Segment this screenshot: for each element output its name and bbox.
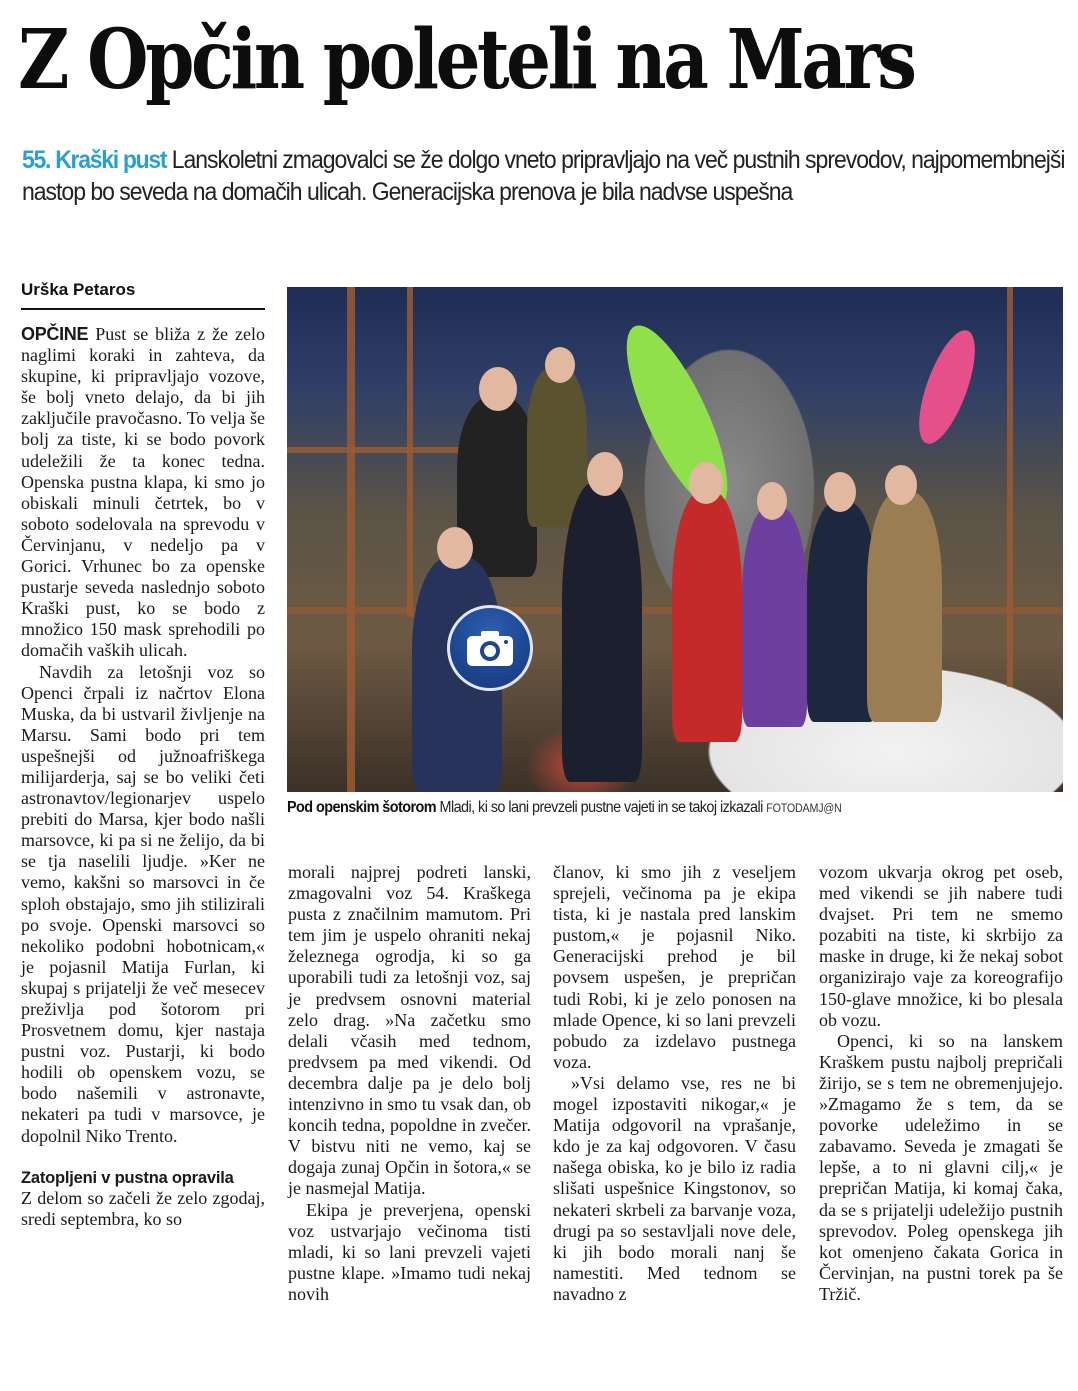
paragraph-text: Pust se bliža z že zelo naglimi koraki in zahteva, da skupine, ki pripravljajo vozove, še bolj vneto delajo, da bi jih zaključile pravočasno. To velja še bolj za tiste, ki se bodo povork udeležili že ta konec tedna. Openska pustna klapa, ki smo jo obiskali minuli četrtek, bo v soboto sodelovala na sprevodu v Červinjanu, v nedeljo pa v Gorici. Vrhunec bo za openske pustarje seveda naslednjo soboto Kraški pust, ko se bodo z množico 150 mask sprehodili po domačih vaških ulicah.	[21, 324, 265, 661]
person	[742, 507, 807, 727]
person-head	[885, 465, 917, 505]
photo-credit: FOTODAMJ@N	[766, 803, 842, 815]
float-horn-pink	[908, 324, 987, 450]
scaffold-pole	[407, 287, 413, 617]
person	[562, 482, 642, 782]
caption-title: Pod openskim šotorom	[287, 799, 437, 816]
person	[867, 492, 942, 722]
deck-text: Lanskoletni zmagovalci se že dolgo vneto pripravljajo na več pustnih sprevodov, najpomembnejši nastop bo seveda na domačih ulicah. Generacijska prenova je bila nadvse uspešna	[22, 146, 1065, 206]
dateline: OPČINE	[21, 324, 89, 344]
column-1	[21, 324, 265, 1230]
paragraph: vozom ukvarja okrog pet oseb, med vikendi se jih nabere tudi dvajset. Pri tem ne smemo pozabiti na tiste, ki skrbijo za maske in druge, ki že nekaj sobot organizirajo vaje za koreografijo 150-glave množice, ki bo plesala ob vozu.	[819, 862, 1063, 1030]
subhead: Zatopljeni v pustna opravila	[21, 1168, 234, 1187]
person	[672, 492, 742, 742]
float-horn-green	[608, 314, 747, 521]
person-head	[545, 347, 575, 383]
paragraph	[21, 324, 265, 662]
scaffold-pole	[347, 287, 355, 792]
paragraph: »Vsi delamo vse, res ne bi mogel izpostaviti nikogar,« je Matija odgovoril na vprašanje, kdo je za kaj odgovoren. V času našega obiska, ko je bilo iz radia slišati uspešnice Kingstonov, so nekateri skrbeli za barvanje voza, drugi pa so sestavljali nove dele, ki jih bodo morali nanj še namestiti. Med tednom se navadno z	[553, 1072, 796, 1304]
camera-glyph	[465, 628, 515, 668]
person-head	[479, 367, 517, 411]
column-4	[819, 862, 1063, 1305]
person-head	[824, 472, 856, 512]
paragraph: Ekipa je preverjena, openski voz ustvarjajo večinoma tisti mladi, ki so lani prevzeli vajeti pustne klape. »Imamo tudi nekaj novih	[288, 1199, 531, 1304]
headline: Z Opčin poleteli na Mars	[18, 12, 914, 108]
person-head	[757, 482, 787, 520]
paragraph: Navdih za letošnji voz so Openci črpali iz načrtov Elona Muska, da bi ustvaril življenje na Marsu. Sami bodo pri tem uspešnejši od južnoafriškega milijarderja, saj se bo veliki četi astronavtov/legionarjev uspelo prebiti do Marsa, kjer bodo našli marsovce, ki pa si ne želijo, da bi se tja naselili ljudje. »Ker ne vemo, kakšni so marsovci in če sploh obstajajo, smo jih stilizirali po svoje. Openski marsovci so nekoliko podobni hobotnicam,« je pojasnil Matija Furlan, ki skupaj s prijatelji že več mesecev preživlja pod šotorom pri Prosvetnem domu, kjer nastaja pustni voz. Pustarji, ki bodo hodili ob openskem vozu, se bodo našemili v astronavte, nekateri pa tudi v marsovce, je dopolnil Niko Trento.	[21, 661, 265, 1146]
person-head	[437, 527, 473, 569]
deck	[22, 144, 1071, 208]
paragraph: morali najprej podreti lanski, zmagovalni voz 54. Kraškega pusta z značilnim mamutom. Pri tem jim je uspelo ohraniti nekaj železnega ogrodja, ki so ga uporabili tudi za letošnji voz, saj je predvsem osnovni material zelo drag. »Na začetku smo delali včasih med tednom, predvsem pa med vikendi. Od decembra dalje pa je delo bolj intenzivno in smo tu vsak dan, ob koncih tedna, popoldne in zvečer. V bistvu niti ne vemo, kaj se dogaja zunaj Opčin in šotora,« se je nasmejal Matija.	[288, 862, 531, 1199]
scaffold-pole	[1007, 287, 1013, 687]
paragraph: članov, ki smo jih z veseljem sprejeli, večinoma pa je ekipa tista, ki je nastala pred lanskim pustom,« je pojasnil Niko. Generacijski prehod je bil povsem uspešen, je prepričan tudi Robi, ki je zelo ponosen na mlade Opence, ki so lani prevzeli pobudo za izdelavo pustnega voza.	[553, 862, 796, 1072]
paragraph: Z delom so začeli že zelo zgodaj, sredi septembra, ko so	[21, 1187, 265, 1229]
person-head	[587, 452, 623, 496]
camera-icon[interactable]	[447, 605, 533, 691]
byline: Urška Petaros	[21, 280, 265, 310]
article-photo[interactable]	[287, 287, 1063, 792]
paragraph: Openci, ki so na lanskem Kraškem pustu najbolj prepričali žirijo, se s tem ne obremenjujejo. »Zmagamo že s tem, da se povorke udeležimo in se zabavamo. Seveda je zmagati še lepše, a to ni glavni cilj,« je prepričan Matija, ki komaj čaka, da se s prijatelji udeležijo pustnih sprevodov. Poleg openskega jih kot omenjeno čakata Gorica in Červinjan, na pustni torek pa še Tržič.	[819, 1030, 1063, 1304]
column-3	[553, 862, 796, 1305]
caption-text: Mladi, ki so lani prevzeli pustne vajeti in se takoj izkazali	[439, 799, 763, 816]
column-2	[288, 862, 531, 1305]
person-head	[689, 462, 723, 504]
kicker: 55. Kraški pust	[22, 146, 167, 174]
photo-caption	[287, 798, 1022, 819]
